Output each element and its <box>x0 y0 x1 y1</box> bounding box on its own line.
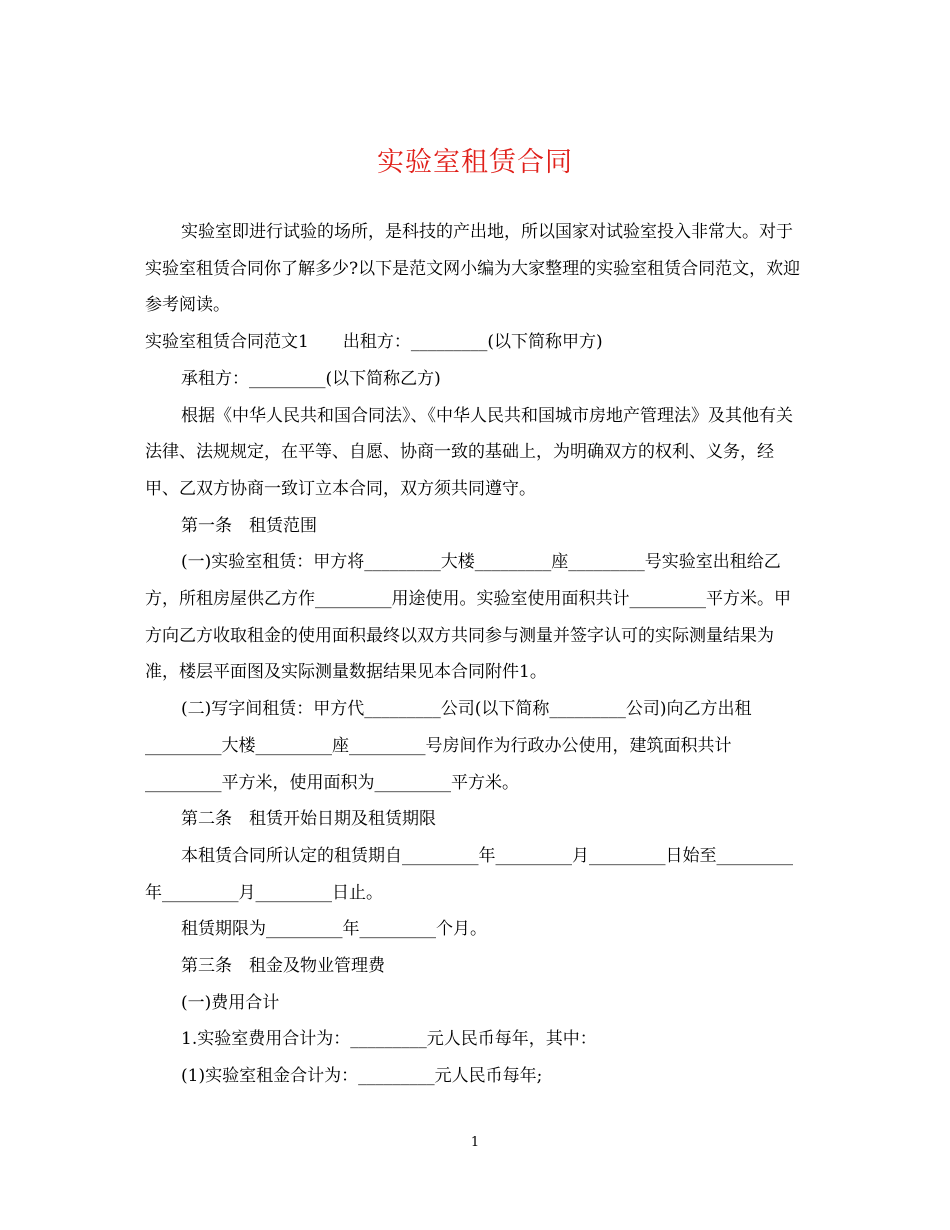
page-number: 1 <box>470 1135 480 1150</box>
paragraph-legal-basis: 根据《中华人民共和国合同法》、《中华人民共和国城市房地产管理法》及其他有关法律、法规规定，在平等、自愿、协商一致的基础上，为明确双方的权利、义务，经甲、乙双方协商一致订立本合同，双方须共同遵守。 <box>145 405 793 499</box>
paragraph-office-lease: (二)写字间租赁：甲方代_________公司(以下简称_________公司)向乙方出租_________大楼_________座_________号房间作为行政办公使用，建筑面积共计_________平方米，使用面积为_________平方米。 <box>145 699 752 793</box>
paragraph-lab-rent-total: (1)实验室租金合计为：_________元人民币每年; <box>181 1066 543 1087</box>
paragraph-fee-total-heading: (一)费用合计 <box>181 992 280 1013</box>
paragraph-intro: 实验室即进行试验的场所，是科技的产出地，所以国家对试验室投入非常大。对于实验室租赁合同你了解多少?以下是范文网小编为大家整理的实验室租赁合同范文，欢迎参考阅读。 <box>145 222 801 316</box>
paragraph-lease-period: 本租赁合同所认定的租赁期自_________年_________月_________日始至_________年_________月_________日止。 <box>145 845 793 903</box>
paragraph-lease-duration: 租赁期限为_________年_________个月。 <box>181 919 487 940</box>
document-title: 实验室租赁合同 <box>377 147 573 178</box>
paragraph-lessee: 承租方：_________(以下简称乙方) <box>181 368 441 389</box>
paragraph-lab-fee-total: 1.实验室费用合计为：_________元人民币每年，其中： <box>181 1029 597 1050</box>
article-3-heading: 第三条 租金及物业管理费 <box>181 956 385 977</box>
paragraph-lab-lease: (一)实验室租赁：甲方将_________大楼_________座_________号实验室出租给乙方，所租房屋供乙方作_________用途使用。实验室使用面积共计_________平方米。甲方向乙方收取租金的使用面积最终以双方共同参与测量并签字认可的实际测量结果为准，楼层平面图及实际测量数据结果见本合同附件1。 <box>145 552 791 683</box>
article-2-heading: 第二条 租赁开始日期及租赁期限 <box>181 809 436 830</box>
paragraph-lessor: 实验室租赁合同范文1 出租方：_________(以下简称甲方) <box>145 332 603 353</box>
document-body <box>145 214 805 1095</box>
article-1-heading: 第一条 租赁范围 <box>181 515 317 536</box>
